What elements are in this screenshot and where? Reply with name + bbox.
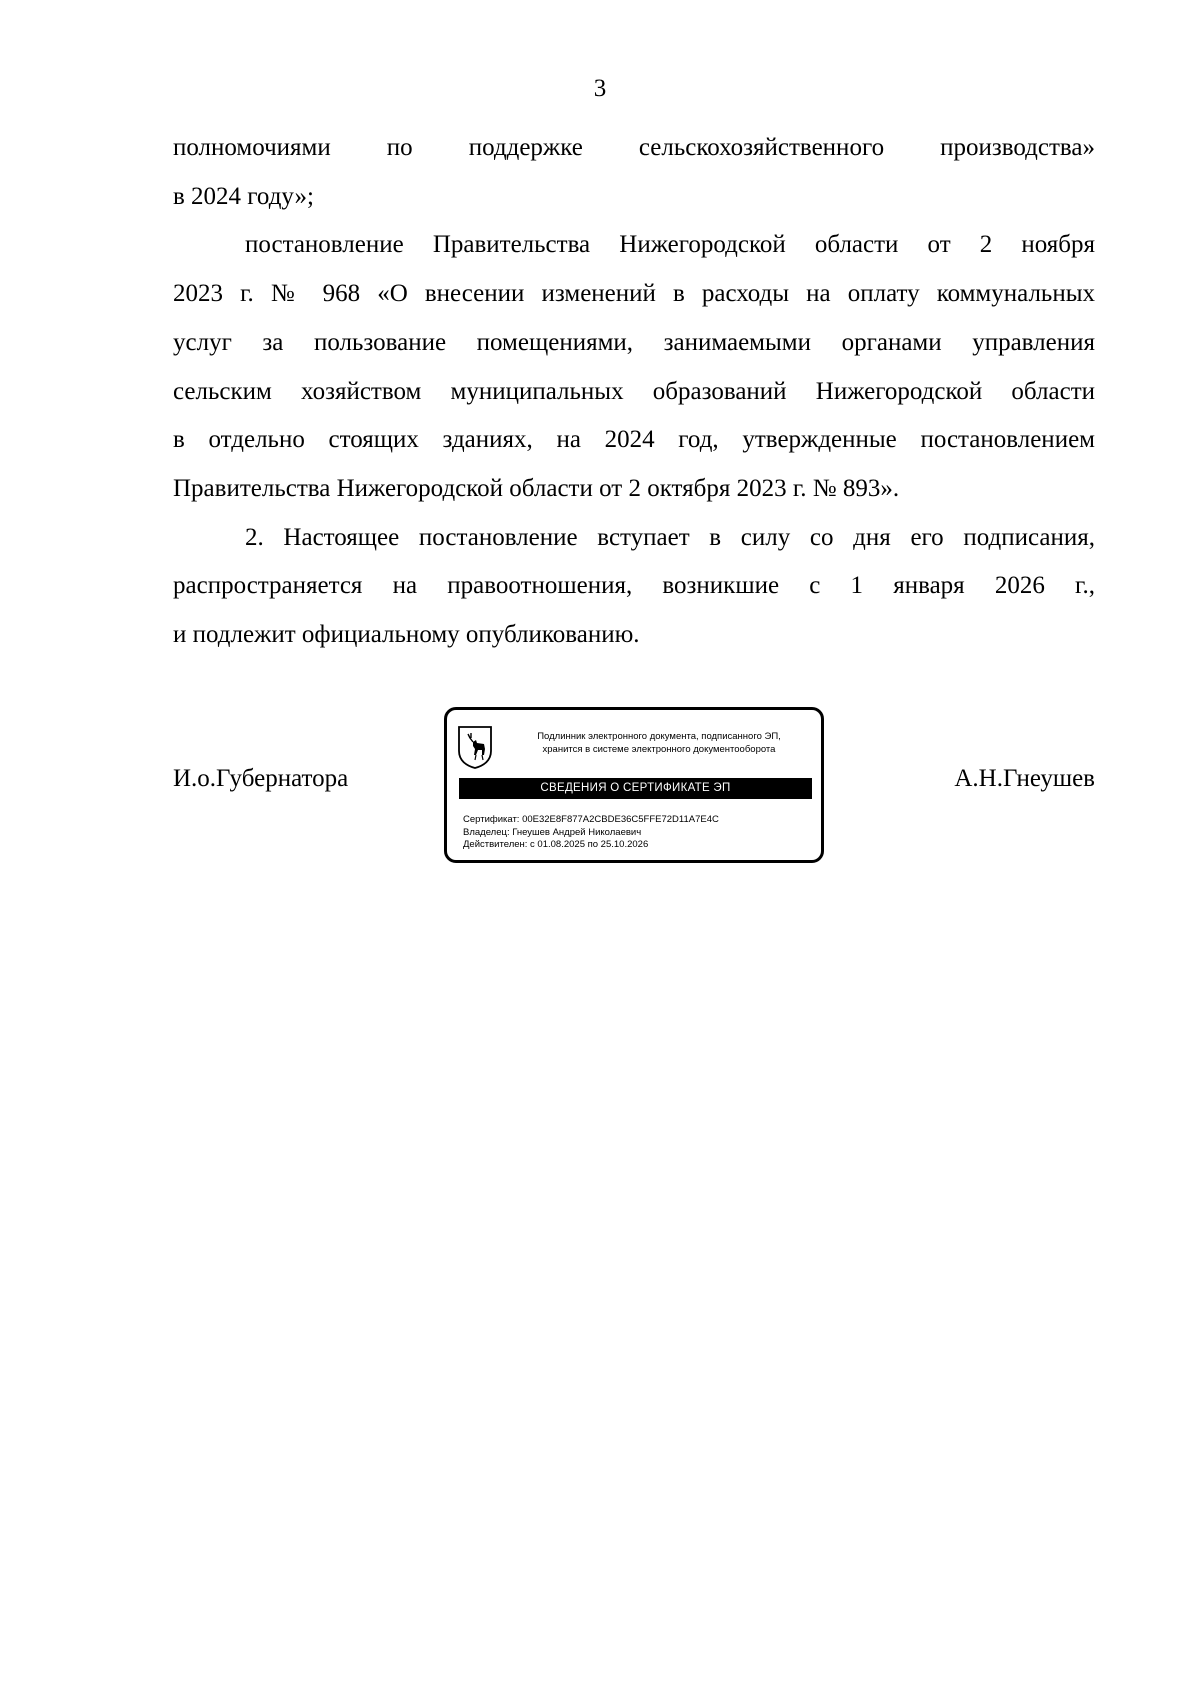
text-line: распространяется на правоотношения, возникшие с 1 января 2026 г., <box>173 572 1095 600</box>
signatory-name: А.Н.Гнеушев <box>954 765 1095 792</box>
text-line: в отдельно стоящих зданиях, на 2024 год, утвержденные постановлением <box>173 426 1095 454</box>
certificate-number: Сертификат: 00E32E8F877A2CBDE36C5FFE72D11A7E4C <box>463 814 719 825</box>
stamp-note <box>507 730 811 756</box>
stamp-note-line: Подлинник электронного документа, подписанного ЭП, <box>537 731 781 742</box>
certificate-owner: Владелец: Гнеушев Андрей Николаевич <box>463 826 642 838</box>
stamp-note-line: хранится в системе электронного документооборота <box>542 744 776 755</box>
certificate-validity: Действителен: с 01.08.2025 по 25.10.2026 <box>463 839 649 850</box>
text-line: и подлежит официальному опубликованию. <box>173 621 640 649</box>
text-line: в 2024 году»; <box>173 182 315 210</box>
text-line: 2023 г. № 968 «О внесении изменений в расходы на оплату коммунальных <box>173 280 1095 308</box>
text-line: Правительства Нижегородской области от 2 октября 2023 г. № 893». <box>173 474 900 502</box>
document-body <box>173 124 1095 660</box>
text-line: полномочиями по поддержке сельскохозяйственного производства» <box>173 134 1095 161</box>
text-line: постановление Правительства Нижегородской области от 2 ноября <box>245 231 1095 259</box>
paragraph-resolution-968 <box>173 221 1095 513</box>
nizhny-novgorod-deer-emblem-icon <box>457 725 493 769</box>
paragraph-item-2 <box>173 514 1095 660</box>
stamp-header: СВЕДЕНИЯ О СЕРТИФИКАТЕ ЭП <box>459 778 812 799</box>
text-line: сельским хозяйством муниципальных образований Нижегородской области <box>173 377 1095 405</box>
text-line: услуг за пользование помещениями, занимаемыми органами управления <box>173 328 1095 356</box>
electronic-signature-stamp <box>444 707 824 863</box>
text-line: 2. Настоящее постановление вступает в силу со дня его подписания, <box>245 523 1095 551</box>
signatory-position: И.о.Губернатора <box>173 765 349 792</box>
certificate-details <box>463 814 719 852</box>
page-number: 3 <box>593 75 607 102</box>
paragraph-continuation <box>173 124 1095 221</box>
